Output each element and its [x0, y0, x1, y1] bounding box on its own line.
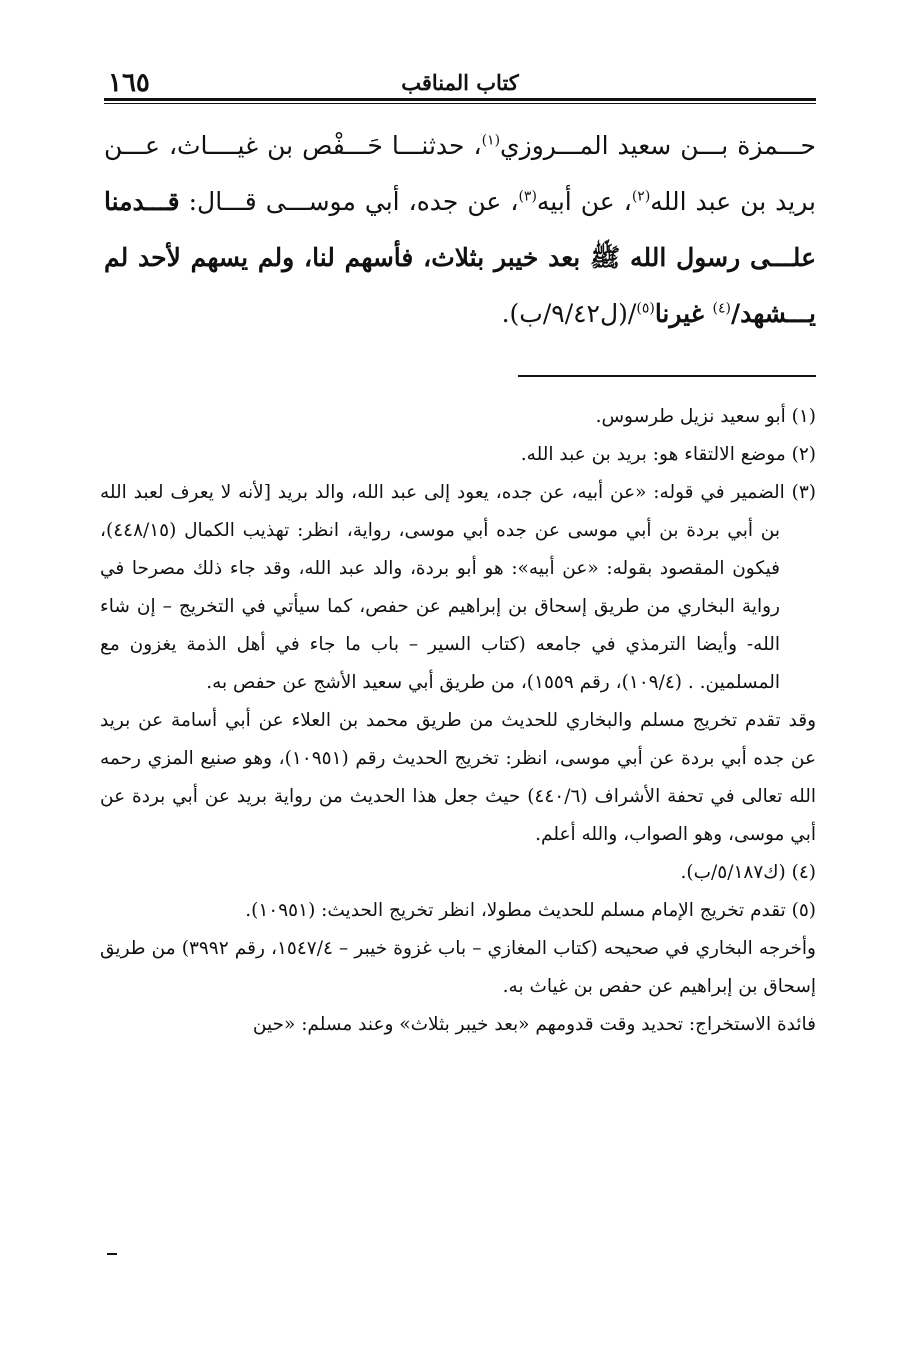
footnote-5: (٥) تقدم تخريج الإمام مسلم للحديث مطولا، انظر تخريج الحديث: (١٠٩٥١). — [245, 900, 816, 921]
footnote-5-continued: وأخرجه البخاري في صحيحه (كتاب المغازي – باب غزوة خيبر – ١٥٤٧/٤، رقم ٣٩٩٢) من طريق إسحاق بن إبراهيم عن حفص بن غياث به. — [100, 938, 816, 997]
page-number: ١٦٥ — [108, 68, 150, 98]
footnote-separator — [518, 375, 816, 377]
footnote-ref-5: (٥) — [636, 300, 655, 317]
header-rule-thin — [104, 103, 816, 104]
footnote-3-continued: وقد تقدم تخريج مسلم والبخاري للحديث من طريق محمد بن العلاء عن أبي أسامة عن بريد عن جده أبي بردة عن أبي موسى، انظر: تخريج الحديث رقم (١٠٩٥١)، وهو صنيع المزي رحمه الله تعالى في تحفة الأشراف (٤٤٠/٦) حيث جعل هذا الحديث من رواية بريد عن أبي بردة عن أبي موسى، وهو الصواب، والله أعلم. — [100, 710, 816, 845]
footnote-ref-1: (١) — [481, 132, 501, 149]
continuation-mark — [107, 1253, 117, 1255]
footnotes — [100, 398, 816, 1044]
hadith-part-2: ، حدثنـــا حَـــفْص بن غيــــاث، عـــن بريد بن عبد الله — [104, 131, 817, 216]
footnote-2: (٢) موضع الالتقاء هو: بريد بن عبد الله. — [520, 444, 816, 465]
hadith-part-3: ، عن أبيه — [536, 187, 632, 216]
manuscript-ref: /(ل٩/٤٢/ب). — [501, 299, 637, 328]
hadith-part-4: ، عن جده، أبي موســـى قـــال: — [179, 187, 519, 216]
footnote-4: (٤) (ك٥/١٨٧/ب). — [680, 862, 816, 883]
hadith-matn-2: غيرنا — [654, 299, 713, 328]
footnote-3: (٣) الضمير في قوله: «عن أبيه، عن جده، يعود إلى عبد الله، والد بريد [لأنه لا يعرف لعبد الله بن أبي بردة بن أبي موسى عن جده أبي موسى، رواية، انظر: تهذيب الكمال (٤٤٨/١٥)، فيكون المقصود بقوله: «عن أبيه»: هو أبو بردة، والد عبد الله، وقد جاء ذلك مصرحا في رواية البخاري من طريق إسحاق بن إبراهيم عن حفص، كما سيأتي في التخريج – إن شاء الله- وأيضا الترمذي في جامعه (كتاب السير – باب ما جاء في أهل الذمة يغزون مع المسلمين. . (١٠٩/٤)، رقم ١٥٥٩)، من طريق أبي سعيد الأشج عن حفص به. — [100, 482, 816, 693]
footnote-1: (١) أبو سعيد نزيل طرسوس. — [595, 406, 816, 427]
page-header — [104, 68, 816, 96]
hadith-part-1: حـــمزة بـــن سعيد المـــروزي — [500, 131, 817, 160]
header-rule-thick — [104, 98, 816, 101]
footnote-ref-4: (٤) — [712, 300, 731, 317]
footnote-ref-2: (٢) — [631, 188, 651, 205]
footnote-ref-3: (٣) — [518, 188, 537, 205]
hadith-matn-1: قـــدمنا علـــى رسول الله ﷺ بعد خيبر بثلاث، فأسهم لنا، ولم يسهم لأحد لم يـــشهد/ — [104, 187, 816, 328]
running-title: كتاب المناقب — [401, 70, 519, 95]
hadith-text — [104, 118, 816, 342]
footnote-5-benefit: فائدة الاستخراج: تحديد وقت قدومهم «بعد خيبر بثلاث» وعند مسلم: «حين — [252, 1014, 816, 1035]
